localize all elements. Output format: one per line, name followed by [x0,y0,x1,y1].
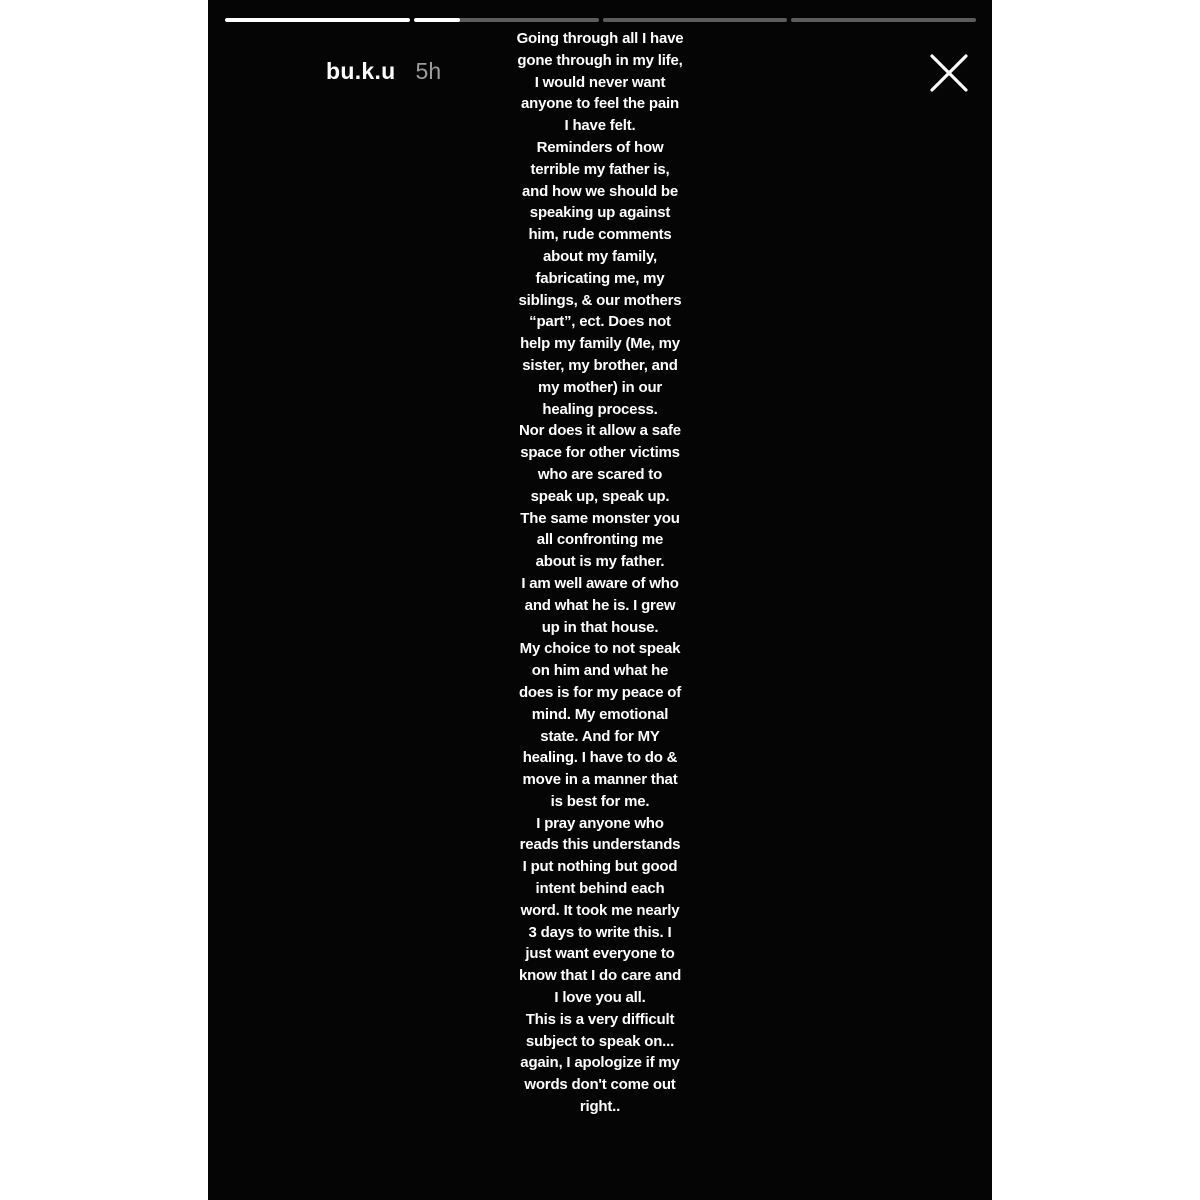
story-text: Going through all I have gone through in my life, I would never want anyone to feel the pain I have felt. Reminders of how terrible my father is, and how we should be speaking up against him, rude comments about my family, fabricating me, my siblings, & our mothers “part”, ect. Does not help my family (Me, my sister, my brother, and my mother) in our healing process. Nor does it allow a safe space for other victims who are scared to speak up, speak up. The same monster you all confronting me about is my father. I am well aware of who and what he is. I grew up in that house. My choice to not speak on him and what he does is for my peace of mind. My emotional state. And for MY healing. I have to do & move in a manner that is best for me. I pray anyone who reads this understands I put nothing but good intent behind each word. It took me nearly 3 days to write this. I just want everyone to know that I do care and I love you all. This is a very difficult subject to speak on... again, I apologize if my words don't come out right.. [516,30,684,1116]
story-header [326,58,441,85]
progress-segment [414,18,599,22]
close-button[interactable] [930,54,968,92]
story-username[interactable]: bu.k.u [326,58,396,84]
story-viewer[interactable] [208,0,992,1200]
progress-fill [414,18,460,22]
story-progress-bar [225,18,976,22]
progress-segment [791,18,976,22]
progress-segment [603,18,788,22]
story-timestamp: 5h [415,58,442,84]
progress-segment [225,18,410,22]
progress-fill [225,18,410,22]
close-icon [930,54,968,92]
